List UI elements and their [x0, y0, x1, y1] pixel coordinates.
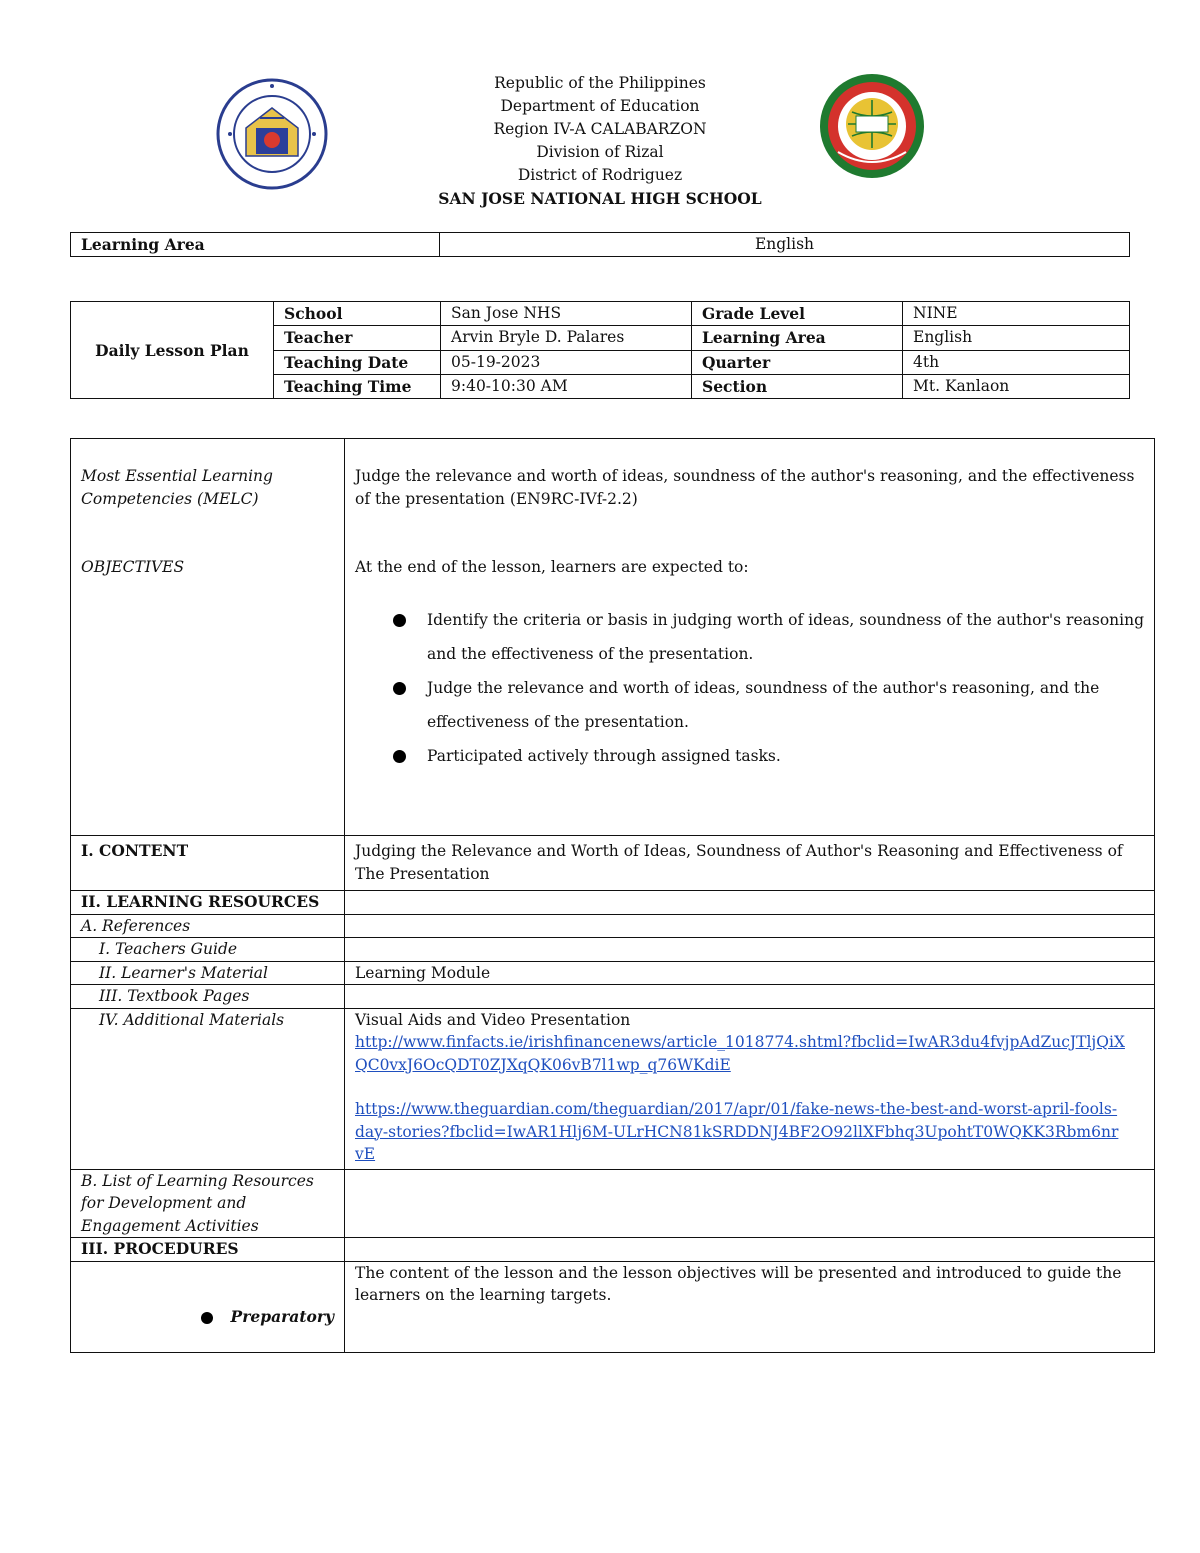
dlp-key: Teacher	[274, 326, 441, 350]
empty-cell	[345, 985, 1155, 1009]
melc-objectives-content-cell	[345, 439, 1155, 836]
empty-cell	[345, 1169, 1155, 1238]
melc-objectives-label-cell	[71, 439, 345, 836]
school-seal-logo	[818, 72, 926, 180]
bullet-icon	[201, 1312, 213, 1324]
learning-area-value: English	[440, 233, 1130, 257]
empty-cell	[345, 914, 1155, 938]
dlp-value: Mt. Kanlaon	[903, 374, 1130, 398]
dlp-value: NINE	[903, 302, 1130, 326]
header-line-4: Division of Rizal	[536, 143, 664, 161]
dlp-key: Teaching Time	[274, 374, 441, 398]
additional-materials-cell	[345, 1008, 1155, 1169]
content-text: Judging the Relevance and Worth of Ideas, Soundness of Author's Reasoning and Effectiveness of The Presentation	[345, 836, 1155, 891]
additional-intro: Visual Aids and Video Presentation	[355, 1010, 631, 1029]
empty-cell	[345, 891, 1155, 915]
dlp-value: Arvin Bryle D. Palares	[441, 326, 692, 350]
preparatory-label: Preparatory	[230, 1307, 334, 1327]
content-label: I. CONTENT	[71, 836, 345, 891]
learners-material-value: Learning Module	[345, 961, 1155, 985]
teachers-guide-label: I. Teachers Guide	[71, 938, 345, 962]
objectives-intro: At the end of the lesson, learners are expected to:	[355, 558, 749, 576]
dlp-key: Section	[692, 374, 903, 398]
references-label: A. References	[71, 914, 345, 938]
header-line-1: Republic of the Philippines	[494, 74, 706, 92]
header-line-3: Region IV-A CALABARZON	[493, 120, 707, 138]
dlp-info-table	[70, 301, 1130, 399]
lesson-plan-table	[70, 438, 1155, 1353]
empty-cell	[345, 938, 1155, 962]
header-line-5: District of Rodriguez	[517, 166, 683, 184]
dlp-key: Grade Level	[692, 302, 903, 326]
empty-cell	[345, 1238, 1155, 1262]
melc-text: Judge the relevance and worth of ideas, soundness of the author's reasoning, and the effectiveness of the presentation (EN9RC-IVf-2.2)	[355, 467, 1135, 508]
reference-link-finfacts[interactable]: http://www.finfacts.ie/irishfinancenews/article_1018774.shtml?fbclid=IwAR3du4fvjpAdZucJTljQiXQC0vxJ6OcQDT0ZJXqQK06vB7l1wp_q76WKdiE	[355, 1033, 1125, 1074]
dlp-title: Daily Lesson Plan	[71, 302, 274, 399]
dlp-value: San Jose NHS	[441, 302, 692, 326]
learning-area-table	[70, 232, 1130, 257]
procedures-label: III. PROCEDURES	[71, 1238, 345, 1262]
additional-materials-label: IV. Additional Materials	[71, 1008, 345, 1169]
preparatory-text: The content of the lesson and the lesson objectives will be presented and introduced to guide the learners on the learning targets.	[345, 1261, 1155, 1352]
dlp-value: English	[903, 326, 1130, 350]
dlp-value: 9:40-10:30 AM	[441, 374, 692, 398]
bullet-icon	[393, 682, 406, 695]
bullet-icon	[393, 614, 406, 627]
preparatory-label-cell	[71, 1261, 345, 1352]
dlp-key: Learning Area	[692, 326, 903, 350]
resources-label: II. LEARNING RESOURCES	[71, 891, 345, 915]
header-line-2: Department of Education	[500, 97, 700, 115]
dlp-key: School	[274, 302, 441, 326]
learning-area-label: Learning Area	[71, 233, 440, 257]
letterhead	[0, 72, 1200, 210]
melc-label: Most Essential Learning Competencies (MELC)	[81, 467, 273, 508]
bullet-icon	[393, 750, 406, 763]
dlp-key: Quarter	[692, 350, 903, 374]
dlp-value: 4th	[903, 350, 1130, 374]
list-item: Identify the criteria or basis in judging worth of ideas, soundness of the author's reasoning and the effectiveness of the presentation.	[355, 603, 1144, 671]
textbook-label: III. Textbook Pages	[71, 985, 345, 1009]
learners-material-label: II. Learner's Material	[71, 961, 345, 985]
list-item: Judge the relevance and worth of ideas, soundness of the author's reasoning, and the effectiveness of the presentation.	[355, 671, 1144, 739]
dlp-key: Teaching Date	[274, 350, 441, 374]
list-item: Participated actively through assigned tasks.	[355, 739, 1144, 773]
reference-link-guardian[interactable]: https://www.theguardian.com/theguardian/2017/apr/01/fake-news-the-best-and-worst-april-fools-day-stories?fbclid=IwAR1Hlj6M-ULrHCN81kSRDDNJ4BF2O92llXFbhq3UpohtT0WQKK3Rbm6nrvE	[355, 1100, 1119, 1163]
dlp-value: 05-19-2023	[441, 350, 692, 374]
objectives-label: OBJECTIVES	[81, 558, 185, 576]
list-resources-label: B. List of Learning Resources for Development and Engagement Activities	[71, 1169, 345, 1238]
school-name: SAN JOSE NATIONAL HIGH SCHOOL	[438, 189, 762, 208]
objectives-list	[355, 603, 1144, 773]
